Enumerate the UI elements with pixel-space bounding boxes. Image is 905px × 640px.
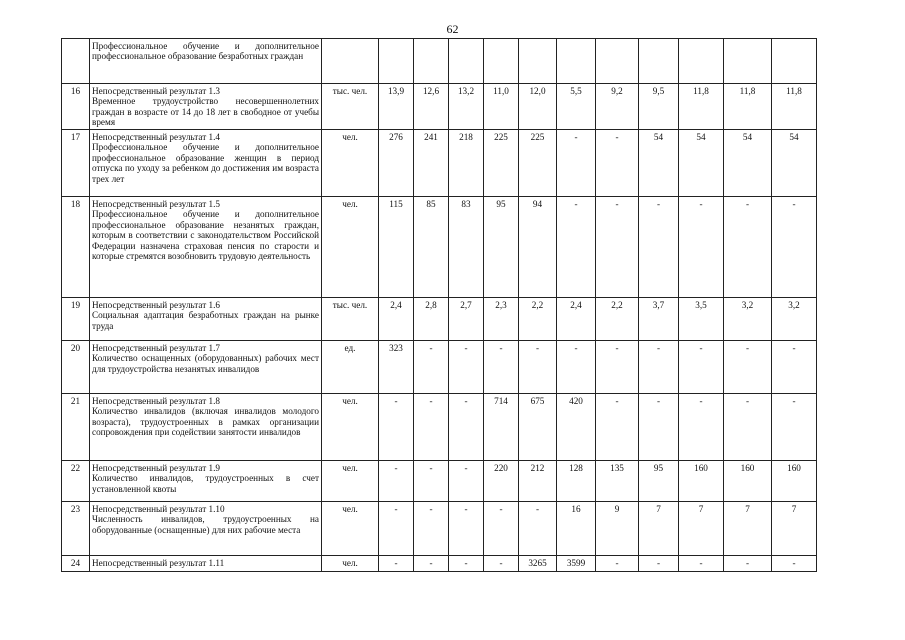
row-number: 19 xyxy=(62,298,90,341)
value-cell: - xyxy=(414,556,449,572)
row-number: 22 xyxy=(62,461,90,502)
value-cell: 220 xyxy=(484,461,519,502)
value-cell: - xyxy=(414,341,449,394)
value-cell: - xyxy=(639,394,679,461)
unit-cell: чел. xyxy=(322,197,379,298)
value-cell: - xyxy=(379,502,414,556)
value-cell: - xyxy=(772,341,817,394)
result-description: Социальная адаптация безработных граждан на рынке труда xyxy=(92,310,319,331)
value-cell: 3265 xyxy=(519,556,557,572)
row-description xyxy=(90,130,322,197)
value-cell xyxy=(724,39,772,84)
value-cell: 2,2 xyxy=(596,298,639,341)
value-cell: - xyxy=(596,556,639,572)
row-description xyxy=(90,461,322,502)
value-cell: - xyxy=(449,502,484,556)
value-cell: - xyxy=(639,341,679,394)
table-row xyxy=(62,84,817,130)
row-number: 24 xyxy=(62,556,90,572)
row-number: 16 xyxy=(62,84,90,130)
value-cell: - xyxy=(724,556,772,572)
value-cell: - xyxy=(679,556,724,572)
value-cell: 9,2 xyxy=(596,84,639,130)
value-cell: 95 xyxy=(484,197,519,298)
value-cell: 3599 xyxy=(557,556,596,572)
value-cell: 16 xyxy=(557,502,596,556)
value-cell xyxy=(679,39,724,84)
value-cell: 323 xyxy=(379,341,414,394)
value-cell: - xyxy=(449,461,484,502)
result-title: Непосредственный результат 1.7 xyxy=(92,343,221,353)
result-title: Непосредственный результат 1.8 xyxy=(92,396,221,406)
row-description xyxy=(90,197,322,298)
value-cell: - xyxy=(484,341,519,394)
table-row xyxy=(62,130,817,197)
row-description xyxy=(90,39,322,84)
value-cell: 9,5 xyxy=(639,84,679,130)
value-cell: - xyxy=(379,394,414,461)
value-cell: - xyxy=(772,197,817,298)
value-cell: - xyxy=(519,502,557,556)
result-description: Численность инвалидов, трудоустроенных на оборудованные (оснащенные) для них рабочие места xyxy=(92,514,319,535)
value-cell: 11,8 xyxy=(724,84,772,130)
value-cell: - xyxy=(484,502,519,556)
value-cell: 714 xyxy=(484,394,519,461)
table-row xyxy=(62,556,817,572)
value-cell: - xyxy=(414,394,449,461)
value-cell: 160 xyxy=(772,461,817,502)
value-cell: 54 xyxy=(772,130,817,197)
value-cell: 13,2 xyxy=(449,84,484,130)
value-cell: 2,3 xyxy=(484,298,519,341)
value-cell: 13,9 xyxy=(379,84,414,130)
value-cell: 160 xyxy=(724,461,772,502)
value-cell xyxy=(484,39,519,84)
table-row xyxy=(62,197,817,298)
unit-cell: чел. xyxy=(322,130,379,197)
value-cell: 420 xyxy=(557,394,596,461)
value-cell: - xyxy=(724,197,772,298)
value-cell xyxy=(414,39,449,84)
value-cell: - xyxy=(449,341,484,394)
result-title: Непосредственный результат 1.11 xyxy=(92,558,225,568)
result-description: Временное трудоустройство несовершеннолетних граждан в возрасте от 14 до 18 лет в свободное от учебы время xyxy=(92,96,319,128)
value-cell: 2,7 xyxy=(449,298,484,341)
value-cell: - xyxy=(679,197,724,298)
value-cell: 2,8 xyxy=(414,298,449,341)
value-cell: 276 xyxy=(379,130,414,197)
value-cell: 54 xyxy=(639,130,679,197)
result-title: Непосредственный результат 1.9 xyxy=(92,463,221,473)
row-description xyxy=(90,341,322,394)
value-cell: 9 xyxy=(596,502,639,556)
value-cell: 12,6 xyxy=(414,84,449,130)
table-row xyxy=(62,341,817,394)
row-number: 23 xyxy=(62,502,90,556)
value-cell: 54 xyxy=(679,130,724,197)
unit-cell: ед. xyxy=(322,341,379,394)
row-description xyxy=(90,394,322,461)
value-cell: - xyxy=(679,394,724,461)
unit-cell: чел. xyxy=(322,502,379,556)
value-cell: 675 xyxy=(519,394,557,461)
value-cell: 7 xyxy=(724,502,772,556)
row-number xyxy=(62,39,90,84)
page-number: 62 xyxy=(446,22,459,36)
value-cell: - xyxy=(596,341,639,394)
value-cell: - xyxy=(414,502,449,556)
value-cell xyxy=(596,39,639,84)
result-title: Непосредственный результат 1.5 xyxy=(92,199,221,209)
value-cell: 7 xyxy=(679,502,724,556)
value-cell: 83 xyxy=(449,197,484,298)
row-description xyxy=(90,84,322,130)
value-cell: - xyxy=(772,556,817,572)
value-cell: 225 xyxy=(484,130,519,197)
result-title: Непосредственный результат 1.4 xyxy=(92,132,221,142)
result-description: Количество оснащенных (оборудованных) рабочих мест для трудоустройства незанятых инвалидов xyxy=(92,353,319,374)
value-cell: - xyxy=(379,461,414,502)
value-cell: 218 xyxy=(449,130,484,197)
value-cell xyxy=(557,39,596,84)
value-cell: - xyxy=(724,341,772,394)
unit-cell: чел. xyxy=(322,461,379,502)
row-number: 18 xyxy=(62,197,90,298)
unit-cell: чел. xyxy=(322,394,379,461)
value-cell: 3,2 xyxy=(772,298,817,341)
table-row xyxy=(62,39,817,84)
value-cell: - xyxy=(772,394,817,461)
value-cell: 3,5 xyxy=(679,298,724,341)
unit-cell: тыс. чел. xyxy=(322,84,379,130)
value-cell: 115 xyxy=(379,197,414,298)
unit-cell xyxy=(322,39,379,84)
result-description: Количество инвалидов (включая инвалидов молодого возраста), трудоустроенных в рамках организации сопровождения при содействии занятости инвалидов xyxy=(92,406,319,438)
result-title: Непосредственный результат 1.3 xyxy=(92,86,221,96)
value-cell: 2,4 xyxy=(379,298,414,341)
value-cell: 94 xyxy=(519,197,557,298)
row-number: 17 xyxy=(62,130,90,197)
row-description xyxy=(90,502,322,556)
result-description: Профессиональное обучение и дополнительное профессиональное образование женщин в период отпуска по уходу за ребенком до достижения им возраста трех лет xyxy=(92,142,319,184)
value-cell: - xyxy=(449,394,484,461)
value-cell: - xyxy=(596,130,639,197)
value-cell: 7 xyxy=(772,502,817,556)
unit-cell: чел. xyxy=(322,556,379,572)
value-cell xyxy=(379,39,414,84)
value-cell xyxy=(772,39,817,84)
table-row xyxy=(62,502,817,556)
result-description: Профессиональное обучение и дополнительное профессиональное образование незанятых граждан, которым в соответствии с законодательством Российской Федерации назначена страховая пенсия по старости и которые стремятся возобновить трудовую деятельность xyxy=(92,209,319,262)
value-cell: - xyxy=(379,556,414,572)
value-cell: 160 xyxy=(679,461,724,502)
result-title: Непосредственный результат 1.6 xyxy=(92,300,221,310)
row-number: 20 xyxy=(62,341,90,394)
value-cell: 3,2 xyxy=(724,298,772,341)
value-cell: 11,8 xyxy=(772,84,817,130)
row-description xyxy=(90,556,322,572)
value-cell: 54 xyxy=(724,130,772,197)
row-description xyxy=(90,298,322,341)
value-cell: - xyxy=(557,341,596,394)
value-cell: - xyxy=(449,556,484,572)
value-cell: 12,0 xyxy=(519,84,557,130)
value-cell: 241 xyxy=(414,130,449,197)
value-cell: 11,0 xyxy=(484,84,519,130)
value-cell xyxy=(519,39,557,84)
value-cell: 2,2 xyxy=(519,298,557,341)
value-cell xyxy=(639,39,679,84)
value-cell: - xyxy=(679,341,724,394)
value-cell: 212 xyxy=(519,461,557,502)
value-cell: 3,7 xyxy=(639,298,679,341)
row-number: 21 xyxy=(62,394,90,461)
value-cell: - xyxy=(639,556,679,572)
table-row xyxy=(62,394,817,461)
table-row xyxy=(62,298,817,341)
value-cell: - xyxy=(484,556,519,572)
results-table xyxy=(61,38,817,572)
value-cell: 5,5 xyxy=(557,84,596,130)
value-cell: 2,4 xyxy=(557,298,596,341)
value-cell: - xyxy=(596,197,639,298)
value-cell: - xyxy=(724,394,772,461)
value-cell: - xyxy=(557,197,596,298)
value-cell: 95 xyxy=(639,461,679,502)
result-description: Количество инвалидов, трудоустроенных в счет установленной квоты xyxy=(92,473,319,494)
table-row xyxy=(62,461,817,502)
value-cell: 11,8 xyxy=(679,84,724,130)
value-cell: 85 xyxy=(414,197,449,298)
value-cell: - xyxy=(557,130,596,197)
value-cell: 128 xyxy=(557,461,596,502)
value-cell: - xyxy=(596,394,639,461)
value-cell: - xyxy=(414,461,449,502)
value-cell: 7 xyxy=(639,502,679,556)
unit-cell: тыс. чел. xyxy=(322,298,379,341)
value-cell: 225 xyxy=(519,130,557,197)
result-title: Непосредственный результат 1.10 xyxy=(92,504,225,514)
value-cell xyxy=(449,39,484,84)
result-description: Профессиональное обучение и дополнительное профессиональное образование безработных граждан xyxy=(92,41,319,62)
value-cell: - xyxy=(519,341,557,394)
value-cell: - xyxy=(639,197,679,298)
value-cell: 135 xyxy=(596,461,639,502)
